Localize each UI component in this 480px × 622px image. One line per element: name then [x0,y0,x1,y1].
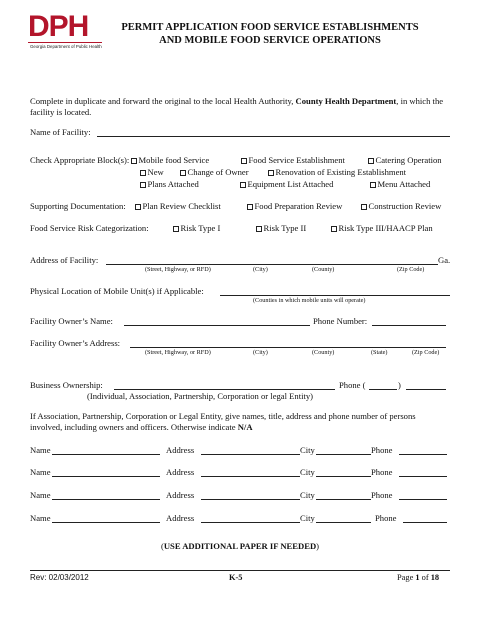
business-area-code-field[interactable] [369,389,397,390]
check-blocks-label: Check Appropriate Block(s): [30,155,130,165]
owner-address-sub-county: (County) [312,349,335,356]
checkbox-icon [140,182,146,188]
checkbox-icon [256,226,262,232]
person-field-input[interactable] [201,522,300,523]
person-field-label: Phone [375,513,397,523]
person-field-label: Name [30,513,51,523]
person-field-input[interactable] [201,476,300,477]
dph-logo [28,10,104,49]
person-field-label: Name [30,445,51,455]
owner-address-sub-city: (City) [253,349,268,356]
title-line-2: AND MOBILE FOOD SERVICE OPERATIONS [159,35,381,46]
checkbox-plan-review[interactable]: Plan Review Checklist [135,201,221,212]
logo-org: Georgia Department of Public Health [30,44,102,49]
person-field-label: Address [166,513,195,523]
checkbox-food-prep-review[interactable]: Food Preparation Review [247,201,342,212]
checkbox-new[interactable]: New [140,167,164,178]
page-title [110,21,430,47]
checkbox-catering[interactable]: Catering Operation [368,155,442,166]
person-field-label: Name [30,467,51,477]
checkbox-mobile-food[interactable]: Mobile food Service [131,155,209,166]
checkbox-icon [180,170,186,176]
person-field-label: Phone [371,490,393,500]
footer-code: K-5 [229,573,243,582]
checkbox-change-owner[interactable]: Change of Owner [180,167,249,178]
business-phone-close: ) [398,380,401,390]
footer-page: Page 1 of 18 [397,573,440,582]
checkbox-icon [370,182,376,188]
person-field-input[interactable] [399,454,447,455]
logo-rule [28,42,102,43]
checkbox-icon [240,182,246,188]
owner-address-sub-state: (State) [371,349,388,356]
person-field-input[interactable] [201,454,300,455]
facility-name-label: Name of Facility: [30,127,91,137]
address-sub-city: (City) [253,266,268,273]
footer-rule [30,570,450,571]
owner-phone-label: Phone Number: [313,316,368,326]
owner-address-sub-zip: (Zip Code) [412,349,440,356]
business-ownership-sub: (Individual, Association, Partnership, Corporation or legal Entity) [87,391,314,401]
business-phone-label: Phone ( [339,380,366,390]
checkbox-plans-attached[interactable]: Plans Attached [140,179,199,190]
person-field-input[interactable] [52,499,160,500]
intro-text-2: facility is located. [30,107,92,117]
checkbox-icon [361,204,367,210]
person-field-label: Address [166,467,195,477]
checkbox-icon [140,170,146,176]
person-field-label: Address [166,445,195,455]
business-phone-field[interactable] [406,389,446,390]
checkbox-icon [268,170,274,176]
checkbox-food-establishment[interactable]: Food Service Establishment [241,155,345,166]
footer-revision: Rev: 02/03/2012 [30,573,89,582]
person-field-input[interactable] [316,499,371,500]
address-sub-county: (County) [312,266,335,273]
association-text: If Association, Partnership, Corporation or Legal Entity, give names, title, address and phone number of persons [30,411,416,421]
checkbox-risk-1[interactable]: Risk Type I [173,223,220,234]
checkbox-construction-review[interactable]: Construction Review [361,201,441,212]
owner-address-sub-street: (Street, Highway, or RFD) [145,349,211,356]
owner-address-label: Facility Owner’s Address: [30,338,121,348]
checkbox-icon [135,204,141,210]
intro-text: Complete in duplicate and forward the original to the local Health Authority, County Health Department, in which the [30,96,444,106]
checkbox-risk-2[interactable]: Risk Type II [256,223,306,234]
checkbox-menu-attached[interactable]: Menu Attached [370,179,430,190]
person-field-input[interactable] [399,499,447,500]
supporting-label: Supporting Documentation: [30,201,126,211]
person-field-label: City [300,445,315,455]
person-field-input[interactable] [201,499,300,500]
business-ownership-field[interactable] [114,389,335,390]
person-field-input[interactable] [316,476,371,477]
checkbox-icon [173,226,179,232]
mobile-location-sub: (Counties in which mobile units will operate) [253,297,366,304]
person-field-label: Phone [371,445,393,455]
checkbox-icon [131,158,137,164]
person-field-label: Phone [371,467,393,477]
person-field-label: Name [30,490,51,500]
person-field-label: City [300,490,315,500]
person-field-input[interactable] [316,522,371,523]
checkbox-icon [247,204,253,210]
checkbox-icon [241,158,247,164]
address-field[interactable] [106,264,438,265]
mobile-location-label: Physical Location of Mobile Unit(s) if Applicable: [30,286,204,296]
association-text-2: involved, including owners and officers. Otherwise indicate N/A [30,422,253,432]
checkbox-risk-3[interactable]: Risk Type III/HAACP Plan [331,223,433,234]
checkbox-equipment-list[interactable]: Equipment List Attached [240,179,333,190]
person-field-input[interactable] [403,522,447,523]
owner-name-field[interactable] [124,325,310,326]
business-ownership-label: Business Ownership: [30,380,103,390]
checkbox-renovation[interactable]: Renovation of Existing Establishment [268,167,406,178]
person-field-input[interactable] [316,454,371,455]
owner-phone-field[interactable] [372,325,446,326]
owner-address-field[interactable] [130,347,446,348]
person-field-input[interactable] [52,454,160,455]
address-sub-street: (Street, Highway, or RFD) [145,266,211,273]
additional-paper-note: (USE ADDITIONAL PAPER IF NEEDED) [160,541,320,551]
title-line-1: PERMIT APPLICATION FOOD SERVICE ESTABLISHMENTS [121,22,419,33]
person-field-input[interactable] [52,476,160,477]
person-field-label: City [300,513,315,523]
checkbox-icon [331,226,337,232]
person-field-label: Address [166,490,195,500]
address-label: Address of Facility: [30,255,99,265]
person-field-label: City [300,467,315,477]
owner-name-label: Facility Owner’s Name: [30,316,113,326]
risk-label: Food Service Risk Categorization: [30,223,149,233]
person-field-input[interactable] [52,522,160,523]
mobile-location-field[interactable] [220,295,450,296]
person-field-input[interactable] [399,476,447,477]
facility-name-field[interactable] [97,136,450,137]
checkbox-icon [368,158,374,164]
logo-letters: DPH [28,10,89,43]
address-state: Ga. [438,255,451,265]
address-sub-zip: (Zip Code) [397,266,425,273]
